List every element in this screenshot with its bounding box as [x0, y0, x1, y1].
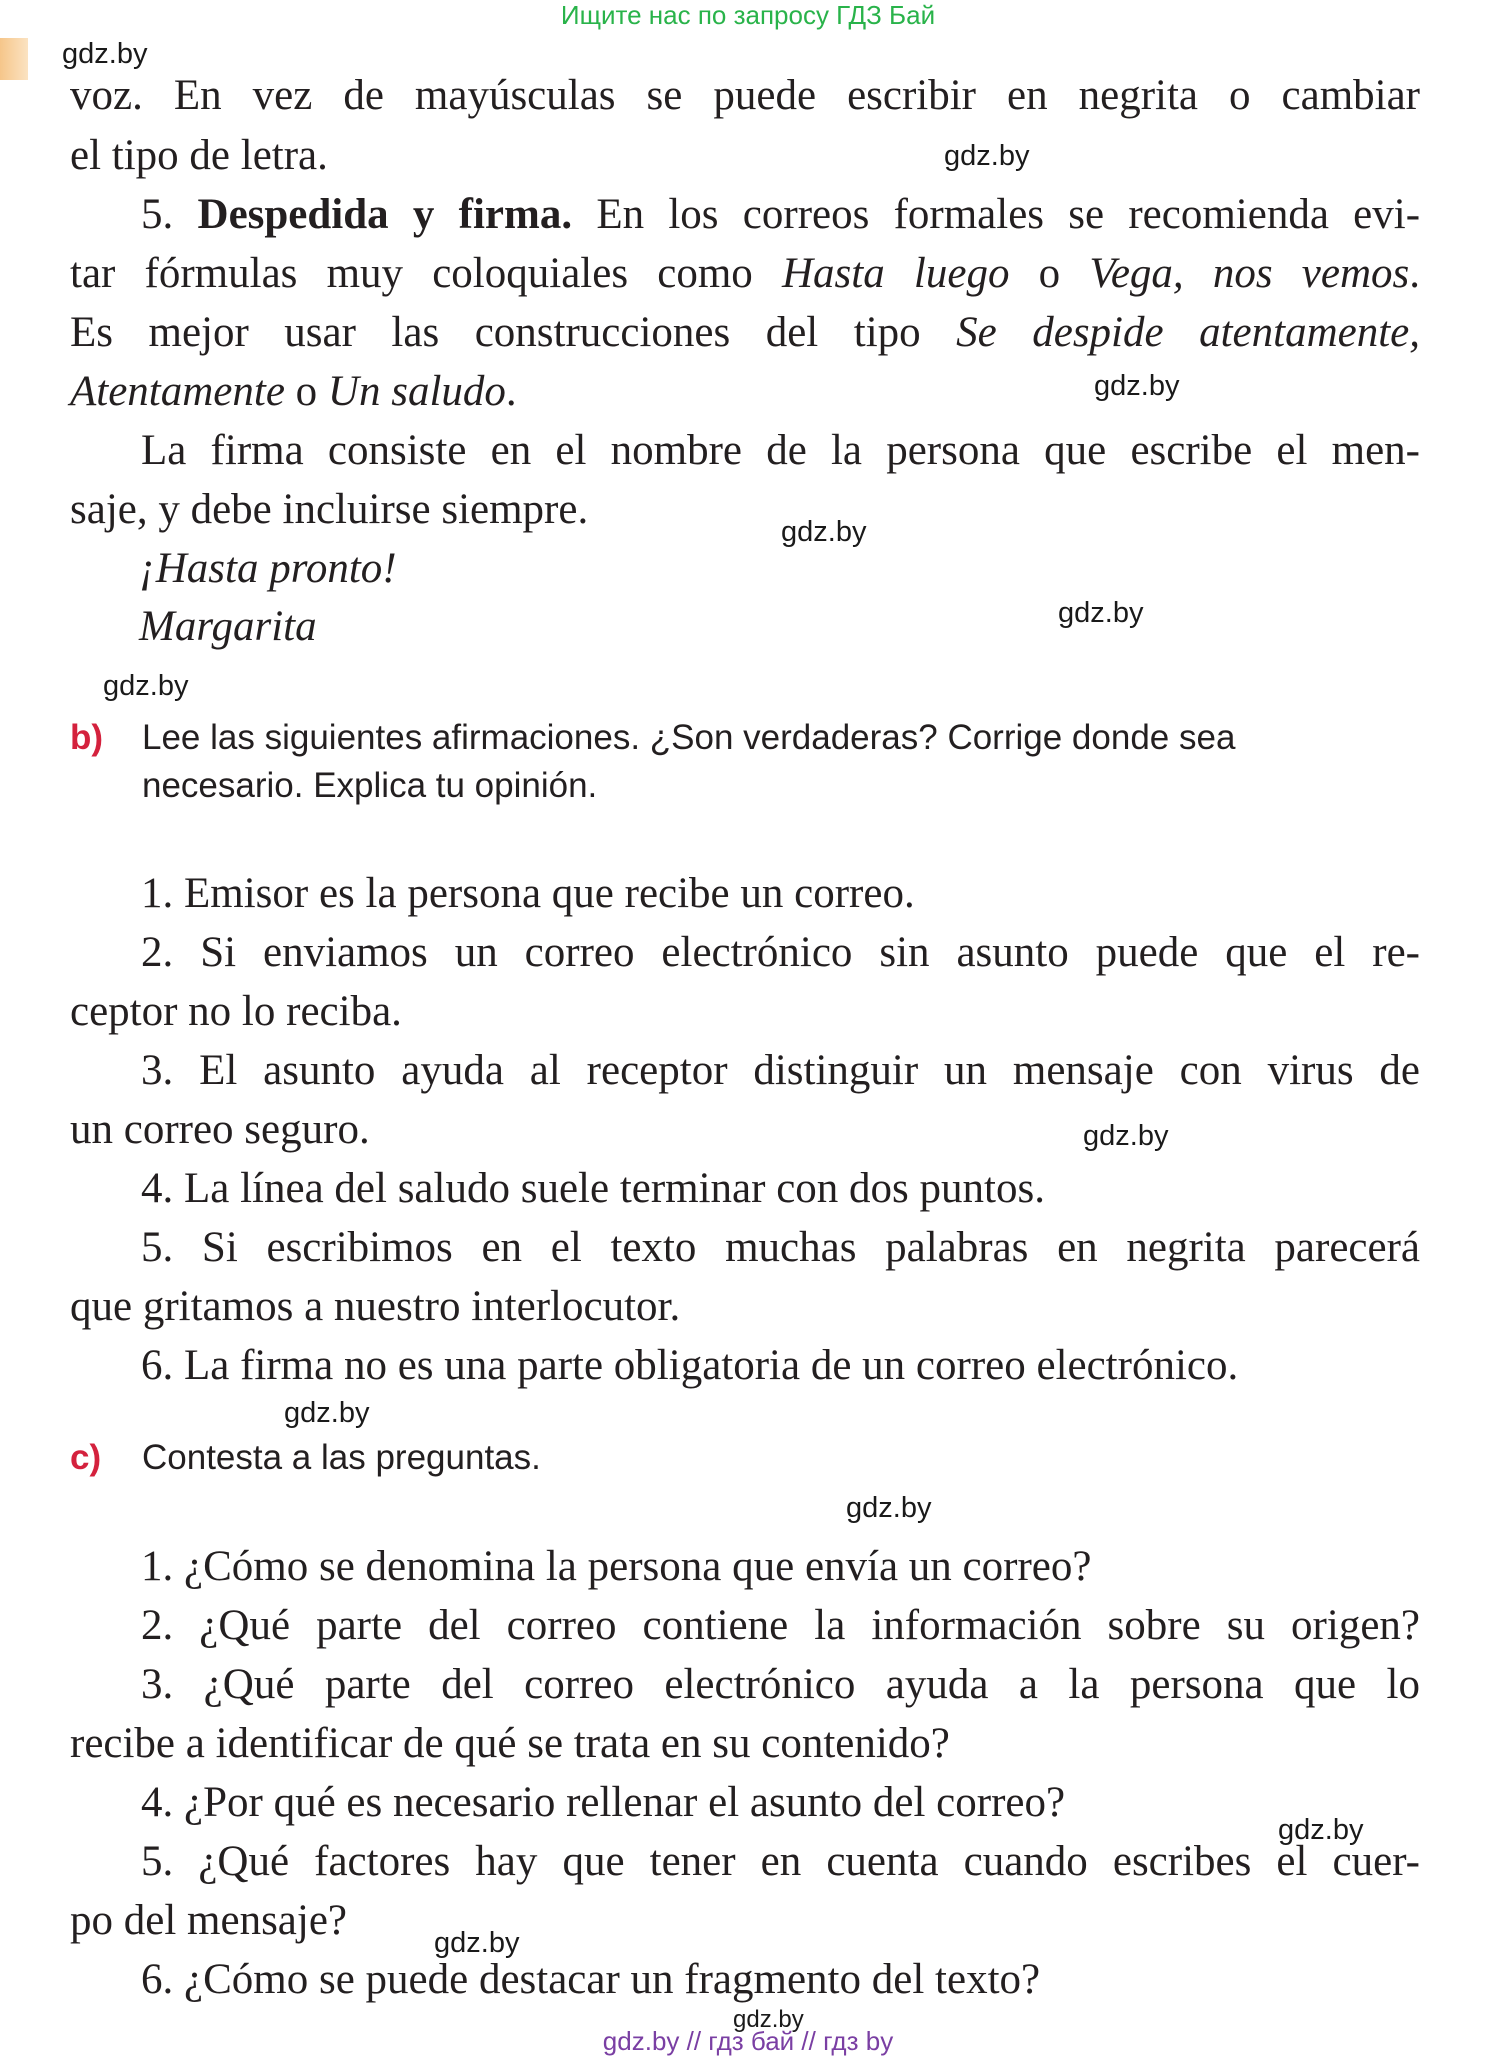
footer-links[interactable]: gdz.by // гдз бай // гдз by [602, 2026, 894, 2056]
statement-cont: un correo seguro. [70, 1106, 370, 1153]
section-b-heading [70, 718, 1420, 805]
italic-phrase: Un saludo [327, 368, 506, 415]
instruction-line: Lee las siguientes afirmaciones. ¿Son verdaderas? Corrige donde sea [142, 718, 1236, 757]
question: 3. ¿Qué parte del correo electrónico ayuda a la persona que lo [141, 1661, 1420, 1708]
question: 2. ¿Qué parte del correo contiene la información sobre su origen? [141, 1602, 1420, 1649]
question-cont: po del mensaje? [70, 1897, 348, 1944]
italic-phrase: Hasta luego [781, 250, 1010, 297]
watermark: gdz.by [781, 516, 867, 548]
statement: 4. La línea del saludo suele terminar con dos puntos. [141, 1165, 1045, 1212]
text-span: . [1409, 250, 1421, 297]
watermark: gdz.by [1083, 1120, 1169, 1152]
statement: 3. El asunto ayuda al receptor distinguir un mensaje con virus de [141, 1047, 1420, 1094]
text-line: saje, y debe incluirse siempre. [70, 486, 589, 533]
section-c-heading [70, 1440, 1420, 1480]
text-line [70, 370, 1420, 413]
watermark: gdz.by [62, 38, 148, 70]
section-letter: c) [70, 1438, 102, 1477]
instruction-line: necesario. Explica tu opinión. [142, 766, 598, 805]
text-line [70, 252, 1420, 295]
text-line: el tipo de letra. [70, 132, 328, 179]
text-line: voz. En vez de mayúsculas se puede escribir en negrita o cambiar [70, 72, 1420, 119]
statement: 5. Si escribimos en el texto muchas palabras en negrita parecerá [141, 1224, 1420, 1271]
statement-cont: que gritamos a nuestro interlocutor. [70, 1283, 681, 1330]
statement-cont: ceptor no lo reciba. [70, 988, 402, 1035]
signature-greeting: ¡Hasta pronto! [139, 545, 397, 592]
question: 6. ¿Cómo se puede destacar un fragmento del texto? [141, 1956, 1041, 2003]
watermark: gdz.by [846, 1492, 932, 1524]
statement: 6. La firma no es una parte obligatoria de un correo electrónico. [141, 1342, 1239, 1389]
watermark: gdz.by [284, 1397, 370, 1429]
statement: 2. Si enviamos un correo electrónico sin asunto puede que el re- [141, 929, 1420, 976]
text-line: La firma consiste en el nombre de la persona que escribe el men- [141, 427, 1420, 474]
watermark: gdz.by [1094, 370, 1180, 402]
text-span: . [505, 368, 517, 415]
text-span: Es mejor usar las construcciones del tipo [70, 309, 957, 356]
item-number: 5. [141, 191, 198, 238]
text-span: o [284, 368, 328, 415]
text-span: En los correos formales se recomienda evi- [572, 191, 1421, 238]
watermark: gdz.by [733, 2006, 804, 2033]
signature-name: Margarita [139, 603, 317, 650]
watermark: gdz.by [944, 140, 1030, 172]
section-letter: b) [70, 718, 104, 757]
italic-phrase: Vega, nos vemos [1089, 250, 1410, 297]
question-cont: recibe a identificar de qué se trata en su contenido? [70, 1720, 950, 1767]
question: 5. ¿Qué factores hay que tener en cuenta cuando escribes el cuer- [141, 1838, 1420, 1885]
paragraph-despedida [141, 193, 1420, 236]
instruction-line: Contesta a las preguntas. [142, 1438, 541, 1477]
watermark: gdz.by [1278, 1814, 1364, 1846]
question: 4. ¿Por qué es necesario rellenar el asunto del correo? [141, 1779, 1066, 1826]
italic-phrase: Atentamente [70, 368, 285, 415]
statement: 1. Emisor es la persona que recibe un correo. [141, 870, 915, 917]
text-span: tar fórmulas muy coloquiales como [70, 250, 782, 297]
watermark: gdz.by [434, 1927, 520, 1959]
text-span: o [1009, 250, 1090, 297]
search-banner[interactable]: Ищите нас по запросу ГДЗ Бай [560, 0, 936, 30]
page-corner-tab [0, 38, 28, 80]
italic-phrase: Se despide atentamente, [956, 309, 1420, 356]
text-line [70, 311, 1420, 354]
question: 1. ¿Cómo se denomina la persona que envía un correo? [141, 1543, 1092, 1590]
item-title: Despedida y firma. [197, 191, 573, 238]
watermark: gdz.by [103, 670, 189, 702]
watermark: gdz.by [1058, 597, 1144, 629]
